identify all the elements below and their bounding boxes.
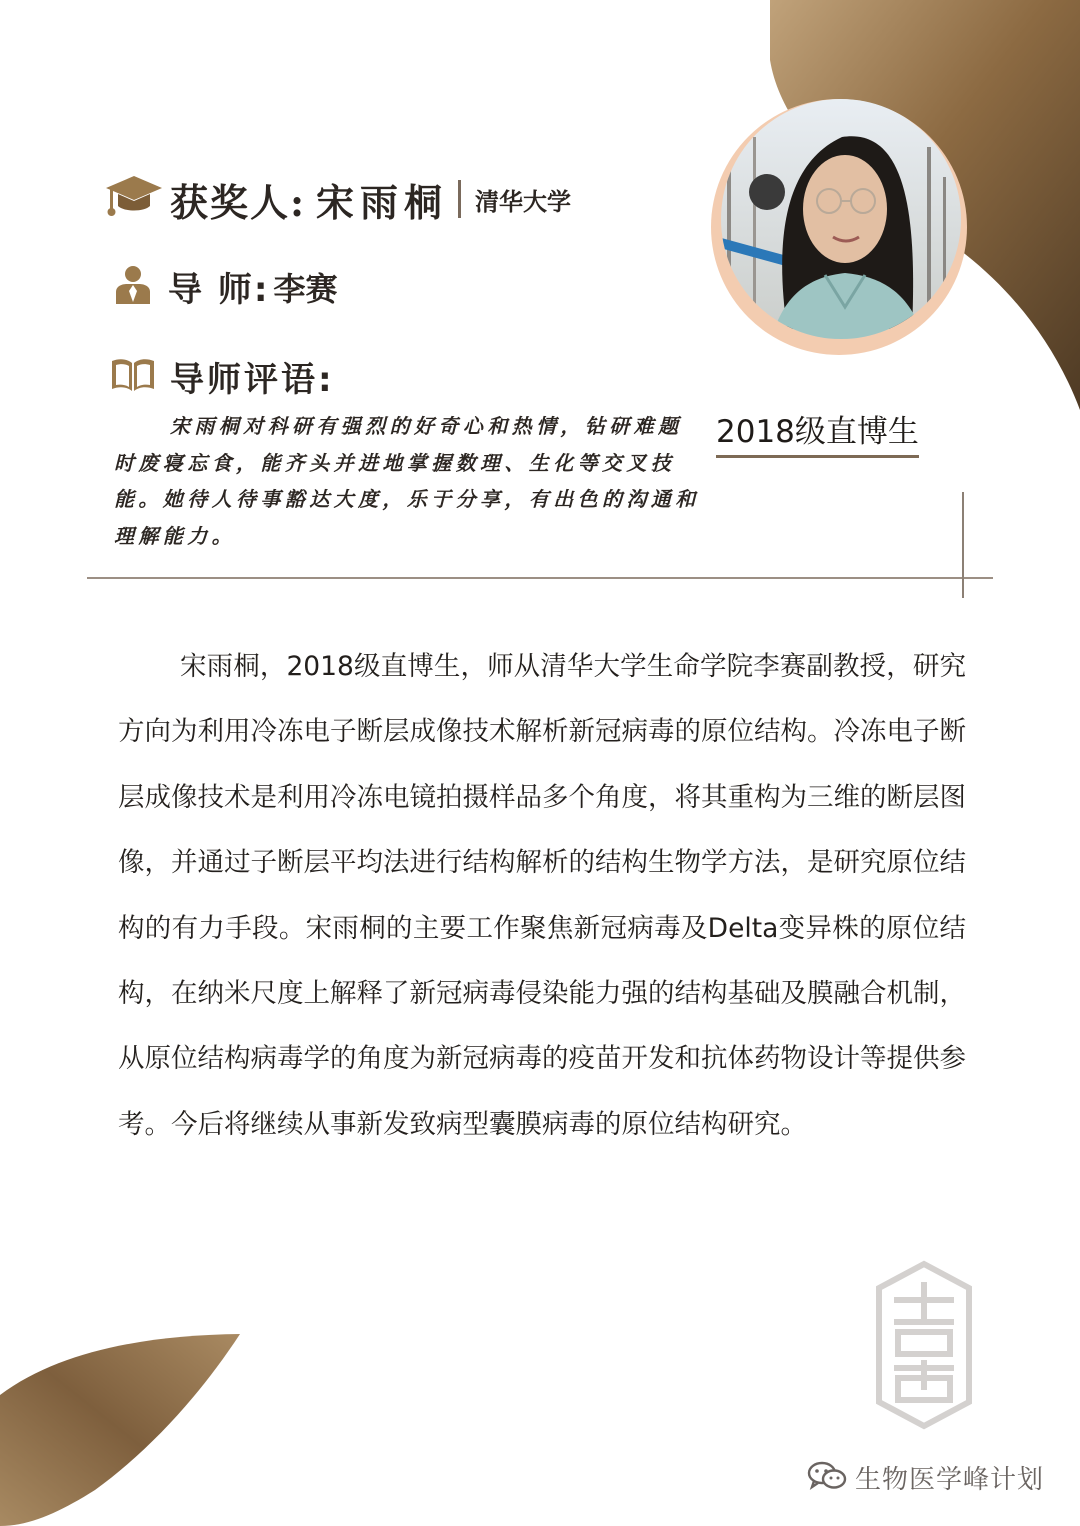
watermark xyxy=(807,1459,1044,1496)
advisor-row xyxy=(112,262,337,311)
bio-paragraph: 宋雨桐，2018级直博生，师从清华大学生命学院李赛副教授，研究方向为利用冷冻电子断层成像技术解析新冠病毒的原位结构。冷冻电子断层成像技术是利用冷冻电镜拍摄样品多个角度，将其重构为三维的断层图像，并通过子断层平均法进行结构解析的结构生物学方法，是研究原位结构的有力手段。宋雨桐的主要工作聚焦新冠病毒及Delta变异株的原位结构，在纳米尺度上解释了新冠病毒侵染能力强的结构基础及膜融合机制，从原位结构病毒学的角度为新冠病毒的疫苗开发和抗体药物设计等提供参考。今后将继续从事新发致病型囊膜病毒的原位结构研究。 xyxy=(118,651,966,1140)
seal-logo xyxy=(874,1260,974,1434)
winner-name: 宋雨桐 xyxy=(316,179,449,225)
divider-bar xyxy=(458,180,461,218)
watermark-text: 生物医学峰计划 xyxy=(854,1465,1044,1495)
wechat-icon xyxy=(807,1460,847,1496)
comment-title: 导师评语: xyxy=(170,360,335,400)
winner-row xyxy=(104,170,571,228)
school-name: 清华大学 xyxy=(475,187,572,216)
person-tie-icon xyxy=(112,264,154,310)
open-book-icon xyxy=(110,355,156,399)
section-divider xyxy=(87,577,993,579)
advisor-comment-text: 宋雨桐对科研有强烈的好奇心和热情，钻研难题时废寝忘食，能齐头并进地掌握数理、生化等交叉技能。她待人待事豁达大度，乐于分享，有出色的沟通和理解能力。 xyxy=(114,414,700,548)
advisor-name: 李赛 xyxy=(273,269,338,308)
graduation-cap-icon xyxy=(104,170,164,228)
winner-label: 获奖人: xyxy=(170,179,307,225)
bottom-left-petal xyxy=(0,1334,240,1526)
advisor-label: 导 师: xyxy=(168,270,270,310)
comment-title-row xyxy=(110,352,335,401)
grade-badge: 2018级直博生 xyxy=(716,406,919,458)
section-divider-vertical xyxy=(962,492,964,598)
portrait-photo xyxy=(707,97,969,359)
